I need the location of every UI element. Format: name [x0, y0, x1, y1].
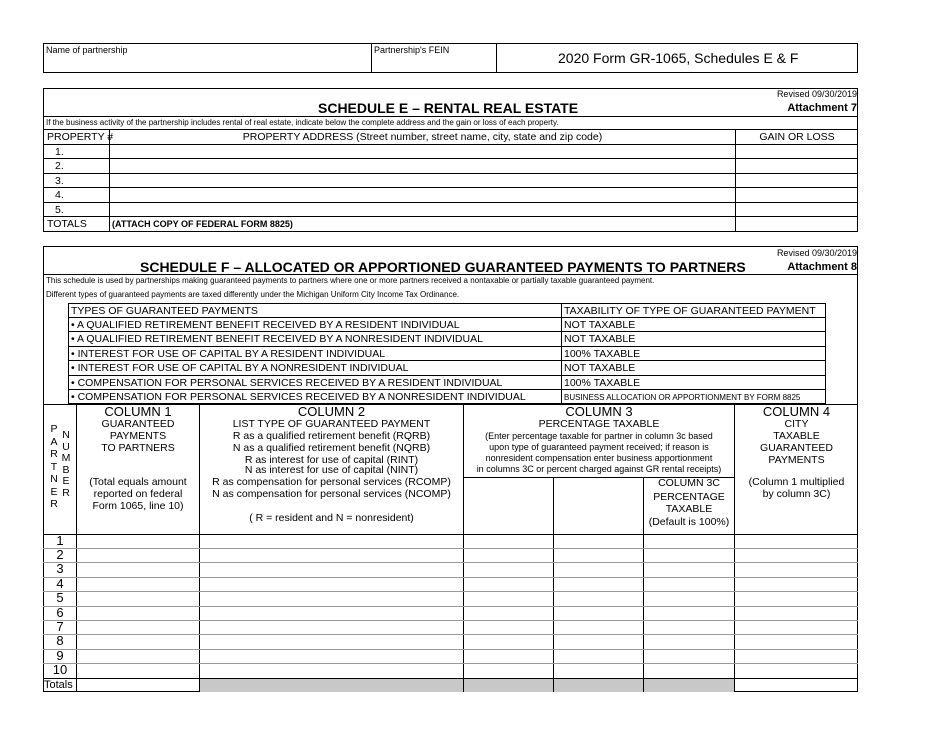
row-number: 4 — [56, 576, 64, 591]
col-address-header: PROPERTY ADDRESS (Street number, street name, city, state and zip code) — [242, 131, 603, 143]
col2-line: R as compensation for personal services (RCOMP) — [212, 476, 451, 488]
property-address-input[interactable] — [110, 188, 735, 202]
type-item: • A QUALIFIED RETIREMENT BENEFIT RECEIVED BY A NONRESIDENT INDIVIDUAL — [71, 333, 483, 345]
partner-label: PARTNER — [50, 423, 58, 510]
col1-line: GUARANTEED — [101, 418, 175, 430]
col3-line: in columns 3C or percent charged against GR rental receipts) — [476, 464, 722, 474]
taxability-item: NOT TAXABLE — [564, 333, 636, 345]
totals-note: (ATTACH COPY OF FEDERAL FORM 8825) — [112, 219, 293, 229]
col1-total-input[interactable] — [77, 679, 199, 692]
col3-line: (Enter percentage taxable for partner in column 3c based — [485, 431, 713, 441]
gain-or-loss-total-input[interactable] — [736, 217, 858, 231]
taxability-item: 100% TAXABLE — [564, 377, 641, 389]
col4-line: TAXABLE — [773, 430, 820, 442]
row-number: 10 — [52, 662, 68, 677]
property-number: 2. — [55, 160, 64, 172]
col3-subtitle: PERCENTAGE TAXABLE — [538, 418, 660, 430]
rule — [43, 274, 858, 275]
col2-line: R as a qualified retirement benefit (RQRB) — [232, 430, 431, 442]
rule — [43, 116, 858, 117]
property-address-input[interactable] — [110, 174, 735, 187]
col3-title: COLUMN 3 — [565, 404, 633, 419]
schedule-e-attachment: Attachment 7 — [787, 102, 857, 114]
fein-field[interactable] — [372, 56, 495, 72]
rule — [68, 389, 826, 390]
schedule-e-title: SCHEDULE E – RENTAL REAL ESTATE — [318, 100, 579, 116]
totals-shaded-cell — [554, 679, 643, 692]
col3c-title: COLUMN 3C — [658, 477, 720, 489]
row-number: 5 — [56, 590, 64, 605]
row-number: 9 — [56, 648, 64, 663]
taxability-item: NOT TAXABLE — [564, 319, 636, 331]
taxability-item: BUSINESS ALLOCATION OR APPORTIONMENT BY FORM 8825 — [564, 393, 801, 402]
property-address-input[interactable] — [110, 203, 735, 216]
col4-note: by column 3C) — [762, 488, 831, 500]
col4-note: (Column 1 multiplied — [748, 476, 845, 488]
col4-title: COLUMN 4 — [762, 404, 831, 419]
type-item: • COMPENSATION FOR PERSONAL SERVICES RECEIVED BY A RESIDENT INDIVIDUAL — [71, 377, 503, 389]
col2-title: COLUMN 2 — [297, 404, 366, 419]
rule — [68, 331, 826, 332]
number-label: NUMBER — [61, 429, 71, 499]
type-item: • INTEREST FOR USE OF CAPITAL BY A NONRESIDENT INDIVIDUAL — [71, 362, 409, 374]
col3c-line: (Default is 100%) — [648, 516, 730, 528]
col1-line: PAYMENTS — [109, 430, 167, 442]
property-address-input[interactable] — [110, 145, 735, 158]
col1-note: reported on federal — [93, 488, 183, 500]
col1-line: TO PARTNERS — [101, 442, 175, 454]
gain-or-loss-input[interactable] — [736, 203, 858, 216]
col2-line: LIST TYPE OF GUARANTEED PAYMENT — [232, 418, 431, 430]
col3b-inputs[interactable] — [554, 535, 643, 678]
fein-label: Partnership's FEIN — [374, 45, 450, 55]
schedule-f-attachment: Attachment 8 — [787, 261, 857, 273]
row-number: 8 — [56, 633, 64, 648]
taxability-header: TAXABILITY OF TYPE OF GUARANTEED PAYMENT — [564, 305, 816, 317]
type-item: • INTEREST FOR USE OF CAPITAL BY A RESIDENT INDIVIDUAL — [71, 348, 386, 360]
col1-title: COLUMN 1 — [104, 404, 172, 419]
col2-line: N as interest for use of capital (NINT) — [244, 464, 419, 476]
schedule-e-instructions: If the business activity of the partnership includes rental of real estate, indicate below the complete address and the gain or loss of each property. — [46, 118, 559, 127]
col-gain-header: GAIN OR LOSS — [759, 131, 835, 143]
totals-shaded-cell — [644, 679, 734, 692]
gain-or-loss-input[interactable] — [736, 188, 858, 202]
row-number: 3 — [56, 561, 64, 576]
row-number: 7 — [56, 619, 64, 634]
totals-shaded-cell — [464, 679, 553, 692]
col4-total-input[interactable] — [735, 679, 858, 692]
col3a-inputs[interactable] — [464, 535, 553, 678]
col4-city-taxable-inputs[interactable] — [735, 535, 858, 678]
col1-note: Form 1065, line 10) — [92, 500, 184, 512]
col3-line: upon type of guaranteed payment received; if reason is — [489, 442, 709, 452]
col2-line: R as interest for use of capital (RINT) — [244, 454, 419, 466]
col1-note: (Total equals amount — [89, 476, 187, 488]
schedule-f-desc2: Different types of guaranteed payments are taxed differently under the Michigan Uniform City Income Tax Ordinance. — [46, 290, 460, 299]
col2-line: N as a qualified retirement benefit (NQRB) — [232, 442, 431, 454]
gain-or-loss-input[interactable] — [736, 145, 858, 158]
taxability-item: 100% TAXABLE — [564, 348, 641, 360]
property-number: 3. — [55, 175, 64, 187]
col2-line: N as compensation for personal services (NCOMP) — [212, 488, 451, 500]
type-item: • A QUALIFIED RETIREMENT BENEFIT RECEIVED BY A RESIDENT INDIVIDUAL — [71, 319, 460, 331]
header-divider — [496, 43, 497, 73]
property-number: 5. — [55, 204, 64, 216]
property-number: 4. — [55, 189, 64, 201]
row-number: 2 — [56, 547, 64, 562]
col4-line: GUARANTEED — [760, 442, 833, 454]
taxability-item: NOT TAXABLE — [564, 362, 636, 374]
schedule-f-title: SCHEDULE F – ALLOCATED OR APPORTIONED GUARANTEED PAYMENTS TO PARTNERS — [140, 259, 746, 275]
schedule-f-revised: Revised 09/30/2019 — [776, 248, 857, 258]
schedule-e-revised: Revised 09/30/2019 — [776, 89, 857, 99]
col3c-line: TAXABLE — [665, 503, 713, 515]
property-number: 1. — [55, 146, 64, 158]
col2-type-inputs[interactable] — [200, 535, 463, 678]
rule — [68, 375, 826, 376]
col3-line: nonresident compensation enter business apportionment — [485, 453, 713, 463]
types-header: TYPES OF GUARANTEED PAYMENTS — [71, 305, 258, 317]
col4-line: CITY — [784, 418, 809, 430]
gain-or-loss-input[interactable] — [736, 159, 858, 173]
col1-payment-inputs[interactable] — [77, 535, 199, 678]
col4-line: PAYMENTS — [768, 454, 825, 466]
gain-or-loss-input[interactable] — [736, 174, 858, 187]
totals-label: TOTALS — [47, 218, 87, 230]
property-address-input[interactable] — [110, 159, 735, 173]
col3c-percentage-inputs[interactable] — [644, 535, 734, 678]
totals-shaded-cell — [200, 679, 463, 692]
col3c-line: PERCENTAGE — [653, 491, 725, 503]
type-item: • COMPENSATION FOR PERSONAL SERVICES RECEIVED BY A NONRESIDENT INDIVIDUAL — [71, 391, 526, 403]
schedule-f-desc1: This schedule is used by partnerships making guaranteed payments to partners where one or more partners received a nontaxable or partially taxable guaranteed payment. — [46, 276, 655, 285]
col2-note: ( R = resident and N = nonresident) — [249, 512, 414, 524]
form-title: 2020 Form GR-1065, Schedules E & F — [558, 50, 799, 66]
totals-row-label: Totals — [44, 679, 73, 691]
col-property-header: PROPERTY # — [47, 131, 114, 143]
rule — [68, 317, 826, 318]
row-number: 6 — [56, 605, 64, 620]
rule — [68, 360, 826, 361]
name-of-partnership-label: Name of partnership — [46, 45, 128, 55]
name-of-partnership-field[interactable] — [44, 56, 370, 72]
rule — [68, 346, 826, 347]
row-number: 1 — [56, 533, 64, 548]
